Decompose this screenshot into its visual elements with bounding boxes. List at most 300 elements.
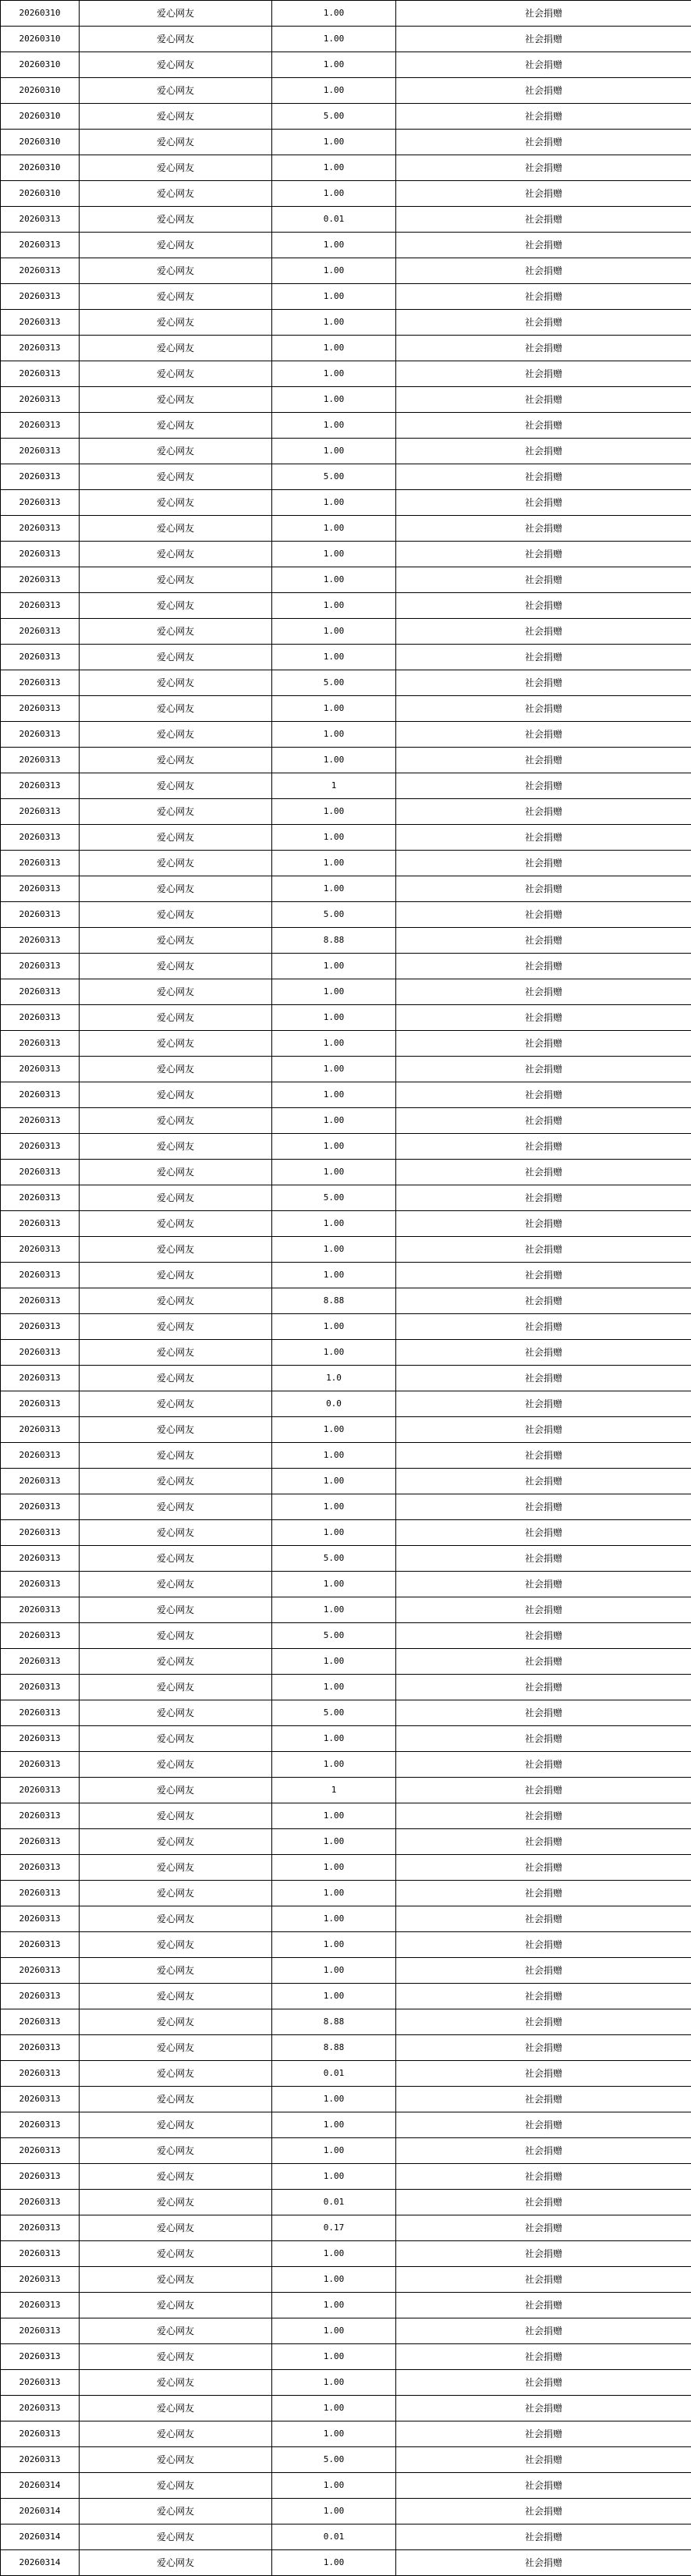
amount-cell: 1.00	[272, 1469, 396, 1494]
donor-cell: 爱心网友	[80, 2087, 272, 2112]
table-row	[1, 1829, 691, 1855]
date-cell: 20260313	[1, 1829, 80, 1855]
amount-cell: 1.00	[272, 439, 396, 464]
type-cell: 社会捐赠	[396, 1675, 691, 1700]
amount-cell: 1.00	[272, 1572, 396, 1597]
type-cell: 社会捐赠	[396, 2164, 691, 2190]
donor-cell: 爱心网友	[80, 1340, 272, 1366]
donor-cell: 爱心网友	[80, 1185, 272, 1211]
amount-cell: 1.00	[272, 1031, 396, 1057]
amount-cell: 1.00	[272, 593, 396, 619]
table-row	[1, 1932, 691, 1958]
amount-cell: 1.00	[272, 1520, 396, 1546]
amount-cell: 1.00	[272, 2344, 396, 2370]
date-cell: 20260313	[1, 1005, 80, 1031]
amount-cell: 1.00	[272, 2396, 396, 2421]
type-cell: 社会捐赠	[396, 773, 691, 799]
amount-cell: 1.00	[272, 1597, 396, 1623]
donor-cell: 爱心网友	[80, 361, 272, 387]
table-row	[1, 2241, 691, 2267]
type-cell: 社会捐赠	[396, 2524, 691, 2550]
date-cell: 20260313	[1, 490, 80, 516]
table-row	[1, 2473, 691, 2499]
amount-cell: 1.00	[272, 2112, 396, 2138]
table-row	[1, 1108, 691, 1134]
date-cell: 20260313	[1, 2370, 80, 2396]
type-cell: 社会捐赠	[396, 1366, 691, 1391]
amount-cell: 1.00	[272, 233, 396, 258]
donor-cell: 爱心网友	[80, 1366, 272, 1391]
date-cell: 20260313	[1, 516, 80, 542]
date-cell: 20260313	[1, 1494, 80, 1520]
donor-cell: 爱心网友	[80, 2550, 272, 2576]
table-row	[1, 748, 691, 773]
date-cell: 20260313	[1, 593, 80, 619]
date-cell: 20260313	[1, 1958, 80, 1984]
amount-cell: 8.88	[272, 2035, 396, 2061]
type-cell: 社会捐赠	[396, 619, 691, 645]
donor-cell: 爱心网友	[80, 1108, 272, 1134]
amount-cell: 1.00	[272, 258, 396, 284]
type-cell: 社会捐赠	[396, 516, 691, 542]
type-cell: 社会捐赠	[396, 979, 691, 1005]
amount-cell: 0.0	[272, 1391, 396, 1417]
donor-cell: 爱心网友	[80, 2396, 272, 2421]
type-cell: 社会捐赠	[396, 1597, 691, 1623]
amount-cell: 1.00	[272, 567, 396, 593]
donor-cell: 爱心网友	[80, 130, 272, 155]
date-cell: 20260313	[1, 2061, 80, 2087]
table-row	[1, 2190, 691, 2215]
table-row	[1, 464, 691, 490]
date-cell: 20260313	[1, 1031, 80, 1057]
amount-cell: 1.00	[272, 181, 396, 207]
donor-cell: 爱心网友	[80, 78, 272, 104]
table-row	[1, 2318, 691, 2344]
donor-cell: 爱心网友	[80, 542, 272, 567]
type-cell: 社会捐赠	[396, 825, 691, 851]
type-cell: 社会捐赠	[396, 2370, 691, 2396]
amount-cell: 1.00	[272, 361, 396, 387]
type-cell: 社会捐赠	[396, 464, 691, 490]
amount-cell: 1.00	[272, 1675, 396, 1700]
table-row	[1, 1185, 691, 1211]
table-row	[1, 1443, 691, 1469]
type-cell: 社会捐赠	[396, 284, 691, 310]
date-cell: 20260313	[1, 1314, 80, 1340]
date-cell: 20260313	[1, 1160, 80, 1185]
table-row	[1, 2164, 691, 2190]
type-cell: 社会捐赠	[396, 2267, 691, 2293]
date-cell: 20260313	[1, 1778, 80, 1803]
amount-cell: 1.00	[272, 748, 396, 773]
donor-cell: 爱心网友	[80, 1855, 272, 1881]
type-cell: 社会捐赠	[396, 2473, 691, 2499]
table-row	[1, 670, 691, 696]
type-cell: 社会捐赠	[396, 233, 691, 258]
date-cell: 20260313	[1, 2138, 80, 2164]
amount-cell: 1.00	[272, 2241, 396, 2267]
donor-cell: 爱心网友	[80, 928, 272, 954]
table-row	[1, 2447, 691, 2473]
type-cell: 社会捐赠	[396, 928, 691, 954]
type-cell: 社会捐赠	[396, 1958, 691, 1984]
date-cell: 20260313	[1, 233, 80, 258]
donor-cell: 爱心网友	[80, 2267, 272, 2293]
donor-cell: 爱心网友	[80, 2061, 272, 2087]
donor-cell: 爱心网友	[80, 2473, 272, 2499]
date-cell: 20260313	[1, 1700, 80, 1726]
amount-cell: 0.17	[272, 2215, 396, 2241]
amount-cell: 1.00	[272, 1494, 396, 1520]
date-cell: 20260313	[1, 464, 80, 490]
table-row	[1, 361, 691, 387]
donor-cell: 爱心网友	[80, 851, 272, 876]
table-row	[1, 387, 691, 413]
amount-cell: 0.01	[272, 2061, 396, 2087]
type-cell: 社会捐赠	[396, 2138, 691, 2164]
date-cell: 20260310	[1, 78, 80, 104]
type-cell: 社会捐赠	[396, 902, 691, 928]
amount-cell: 8.88	[272, 928, 396, 954]
donor-cell: 爱心网友	[80, 979, 272, 1005]
donor-cell: 爱心网友	[80, 284, 272, 310]
amount-cell: 5.00	[272, 2447, 396, 2473]
amount-cell: 1.00	[272, 1237, 396, 1263]
type-cell: 社会捐赠	[396, 1623, 691, 1649]
type-cell: 社会捐赠	[396, 1, 691, 27]
type-cell: 社会捐赠	[396, 1160, 691, 1185]
table-row	[1, 310, 691, 336]
amount-cell: 1.0	[272, 1366, 396, 1391]
date-cell: 20260314	[1, 2499, 80, 2524]
date-cell: 20260313	[1, 2241, 80, 2267]
donor-cell: 爱心网友	[80, 52, 272, 78]
type-cell: 社会捐赠	[396, 1391, 691, 1417]
type-cell: 社会捐赠	[396, 1984, 691, 2009]
amount-cell: 1.00	[272, 722, 396, 748]
table-row	[1, 104, 691, 130]
donor-cell: 爱心网友	[80, 902, 272, 928]
donor-cell: 爱心网友	[80, 593, 272, 619]
date-cell: 20260313	[1, 284, 80, 310]
amount-cell: 1.00	[272, 1082, 396, 1108]
donor-cell: 爱心网友	[80, 2035, 272, 2061]
amount-cell: 1.00	[272, 284, 396, 310]
date-cell: 20260313	[1, 1211, 80, 1237]
amount-cell: 1	[272, 773, 396, 799]
type-cell: 社会捐赠	[396, 2344, 691, 2370]
type-cell: 社会捐赠	[396, 645, 691, 670]
amount-cell: 1.00	[272, 1005, 396, 1031]
amount-cell: 1.00	[272, 696, 396, 722]
date-cell: 20260313	[1, 1391, 80, 1417]
donor-cell: 爱心网友	[80, 2112, 272, 2138]
type-cell: 社会捐赠	[396, 52, 691, 78]
type-cell: 社会捐赠	[396, 1726, 691, 1752]
table-row	[1, 207, 691, 233]
table-row	[1, 2396, 691, 2421]
table-row	[1, 1881, 691, 1906]
donor-cell: 爱心网友	[80, 1906, 272, 1932]
amount-cell: 1.00	[272, 619, 396, 645]
type-cell: 社会捐赠	[396, 1417, 691, 1443]
date-cell: 20260313	[1, 1185, 80, 1211]
donor-cell: 爱心网友	[80, 413, 272, 439]
amount-cell: 1.00	[272, 1314, 396, 1340]
table-row	[1, 1340, 691, 1366]
donor-cell: 爱心网友	[80, 1057, 272, 1082]
date-cell: 20260313	[1, 1057, 80, 1082]
donor-cell: 爱心网友	[80, 1211, 272, 1237]
donor-cell: 爱心网友	[80, 1649, 272, 1675]
donor-cell: 爱心网友	[80, 1803, 272, 1829]
type-cell: 社会捐赠	[396, 1494, 691, 1520]
type-cell: 社会捐赠	[396, 1263, 691, 1288]
table-row	[1, 1031, 691, 1057]
donor-cell: 爱心网友	[80, 1391, 272, 1417]
table-row	[1, 876, 691, 902]
amount-cell: 1.00	[272, 1340, 396, 1366]
table-row	[1, 1160, 691, 1185]
date-cell: 20260313	[1, 1572, 80, 1597]
date-cell: 20260313	[1, 696, 80, 722]
amount-cell: 1.00	[272, 1057, 396, 1082]
type-cell: 社会捐赠	[396, 1469, 691, 1494]
date-cell: 20260313	[1, 825, 80, 851]
amount-cell: 1.00	[272, 825, 396, 851]
type-cell: 社会捐赠	[396, 155, 691, 181]
amount-cell: 1.00	[272, 1984, 396, 2009]
table-row	[1, 619, 691, 645]
amount-cell: 0.01	[272, 2190, 396, 2215]
table-row	[1, 1984, 691, 2009]
date-cell: 20260313	[1, 2215, 80, 2241]
table-row	[1, 2087, 691, 2112]
amount-cell: 0.01	[272, 2524, 396, 2550]
donor-cell: 爱心网友	[80, 1572, 272, 1597]
date-cell: 20260313	[1, 902, 80, 928]
donor-cell: 爱心网友	[80, 310, 272, 336]
donor-cell: 爱心网友	[80, 1881, 272, 1906]
table-row	[1, 2293, 691, 2318]
table-row	[1, 2112, 691, 2138]
date-cell: 20260313	[1, 851, 80, 876]
date-cell: 20260313	[1, 2318, 80, 2344]
table-row	[1, 1057, 691, 1082]
table-row	[1, 902, 691, 928]
donor-cell: 爱心网友	[80, 1005, 272, 1031]
type-cell: 社会捐赠	[396, 1752, 691, 1778]
date-cell: 20260310	[1, 27, 80, 52]
date-cell: 20260313	[1, 2447, 80, 2473]
table-row	[1, 593, 691, 619]
type-cell: 社会捐赠	[396, 1932, 691, 1958]
date-cell: 20260313	[1, 1726, 80, 1752]
date-cell: 20260310	[1, 155, 80, 181]
date-cell: 20260313	[1, 310, 80, 336]
type-cell: 社会捐赠	[396, 2447, 691, 2473]
type-cell: 社会捐赠	[396, 1340, 691, 1366]
date-cell: 20260313	[1, 1366, 80, 1391]
donor-cell: 爱心网友	[80, 1160, 272, 1185]
date-cell: 20260313	[1, 773, 80, 799]
table-row	[1, 155, 691, 181]
table-row	[1, 1211, 691, 1237]
date-cell: 20260313	[1, 2293, 80, 2318]
donor-cell: 爱心网友	[80, 1778, 272, 1803]
type-cell: 社会捐赠	[396, 1108, 691, 1134]
date-cell: 20260313	[1, 1623, 80, 1649]
type-cell: 社会捐赠	[396, 1185, 691, 1211]
amount-cell: 1.00	[272, 1263, 396, 1288]
donor-cell: 爱心网友	[80, 1675, 272, 1700]
date-cell: 20260313	[1, 619, 80, 645]
donor-cell: 爱心网友	[80, 1829, 272, 1855]
table-row	[1, 2215, 691, 2241]
date-cell: 20260310	[1, 130, 80, 155]
type-cell: 社会捐赠	[396, 542, 691, 567]
amount-cell: 8.88	[272, 2009, 396, 2035]
table-row	[1, 1366, 691, 1391]
amount-cell: 1.00	[272, 336, 396, 361]
donor-cell: 爱心网友	[80, 2009, 272, 2035]
type-cell: 社会捐赠	[396, 722, 691, 748]
amount-cell: 1.00	[272, 1443, 396, 1469]
table-row	[1, 1803, 691, 1829]
type-cell: 社会捐赠	[396, 2009, 691, 2035]
donor-cell: 爱心网友	[80, 2447, 272, 2473]
amount-cell: 1.00	[272, 78, 396, 104]
amount-cell: 1.00	[272, 2087, 396, 2112]
date-cell: 20260313	[1, 799, 80, 825]
table-row	[1, 1082, 691, 1108]
donor-cell: 爱心网友	[80, 1958, 272, 1984]
date-cell: 20260313	[1, 1906, 80, 1932]
type-cell: 社会捐赠	[396, 1031, 691, 1057]
type-cell: 社会捐赠	[396, 1803, 691, 1829]
donor-cell: 爱心网友	[80, 104, 272, 130]
date-cell: 20260313	[1, 336, 80, 361]
table-row	[1, 258, 691, 284]
table-row	[1, 722, 691, 748]
donor-cell: 爱心网友	[80, 2499, 272, 2524]
type-cell: 社会捐赠	[396, 1288, 691, 1314]
type-cell: 社会捐赠	[396, 2241, 691, 2267]
donor-cell: 爱心网友	[80, 825, 272, 851]
table-row	[1, 1314, 691, 1340]
type-cell: 社会捐赠	[396, 2396, 691, 2421]
type-cell: 社会捐赠	[396, 1855, 691, 1881]
table-row	[1, 2138, 691, 2164]
date-cell: 20260313	[1, 670, 80, 696]
type-cell: 社会捐赠	[396, 78, 691, 104]
donor-cell: 爱心网友	[80, 258, 272, 284]
date-cell: 20260313	[1, 1855, 80, 1881]
date-cell: 20260313	[1, 979, 80, 1005]
type-cell: 社会捐赠	[396, 1649, 691, 1675]
amount-cell: 1.00	[272, 1417, 396, 1443]
table-row	[1, 78, 691, 104]
donor-cell: 爱心网友	[80, 1932, 272, 1958]
table-row	[1, 1958, 691, 1984]
date-cell: 20260313	[1, 1597, 80, 1623]
donation-ledger-body	[1, 1, 691, 2576]
donor-cell: 爱心网友	[80, 1726, 272, 1752]
table-row	[1, 336, 691, 361]
table-row	[1, 1855, 691, 1881]
type-cell: 社会捐赠	[396, 387, 691, 413]
donor-cell: 爱心网友	[80, 619, 272, 645]
date-cell: 20260313	[1, 413, 80, 439]
date-cell: 20260313	[1, 1469, 80, 1494]
type-cell: 社会捐赠	[396, 2421, 691, 2447]
donor-cell: 爱心网友	[80, 799, 272, 825]
table-row	[1, 2550, 691, 2576]
amount-cell: 1.00	[272, 799, 396, 825]
date-cell: 20260314	[1, 2473, 80, 2499]
donor-cell: 爱心网友	[80, 2215, 272, 2241]
table-row	[1, 233, 691, 258]
table-row	[1, 1391, 691, 1417]
donor-cell: 爱心网友	[80, 1546, 272, 1572]
table-row	[1, 2524, 691, 2550]
amount-cell: 1.00	[272, 1726, 396, 1752]
type-cell: 社会捐赠	[396, 207, 691, 233]
donor-cell: 爱心网友	[80, 490, 272, 516]
date-cell: 20260313	[1, 2164, 80, 2190]
date-cell: 20260313	[1, 207, 80, 233]
table-row	[1, 1597, 691, 1623]
table-row	[1, 1005, 691, 1031]
donor-cell: 爱心网友	[80, 336, 272, 361]
type-cell: 社会捐赠	[396, 490, 691, 516]
donor-cell: 爱心网友	[80, 567, 272, 593]
amount-cell: 1.00	[272, 413, 396, 439]
amount-cell: 1.00	[272, 387, 396, 413]
date-cell: 20260313	[1, 1881, 80, 1906]
donor-cell: 爱心网友	[80, 2370, 272, 2396]
type-cell: 社会捐赠	[396, 2035, 691, 2061]
amount-cell: 5.00	[272, 670, 396, 696]
type-cell: 社会捐赠	[396, 876, 691, 902]
table-row	[1, 1520, 691, 1546]
donor-cell: 爱心网友	[80, 2138, 272, 2164]
table-row	[1, 1623, 691, 1649]
donor-cell: 爱心网友	[80, 1237, 272, 1263]
amount-cell: 1.00	[272, 310, 396, 336]
amount-cell: 1.00	[272, 2370, 396, 2396]
type-cell: 社会捐赠	[396, 2318, 691, 2344]
donor-cell: 爱心网友	[80, 439, 272, 464]
date-cell: 20260313	[1, 1984, 80, 2009]
type-cell: 社会捐赠	[396, 1700, 691, 1726]
date-cell: 20260313	[1, 748, 80, 773]
table-row	[1, 1417, 691, 1443]
date-cell: 20260313	[1, 1752, 80, 1778]
date-cell: 20260313	[1, 1675, 80, 1700]
table-row	[1, 773, 691, 799]
amount-cell: 5.00	[272, 1546, 396, 1572]
amount-cell: 1.00	[272, 2421, 396, 2447]
date-cell: 20260313	[1, 1340, 80, 1366]
donor-cell: 爱心网友	[80, 1443, 272, 1469]
type-cell: 社会捐赠	[396, 799, 691, 825]
donor-cell: 爱心网友	[80, 207, 272, 233]
table-row	[1, 1778, 691, 1803]
table-row	[1, 1700, 691, 1726]
type-cell: 社会捐赠	[396, 413, 691, 439]
